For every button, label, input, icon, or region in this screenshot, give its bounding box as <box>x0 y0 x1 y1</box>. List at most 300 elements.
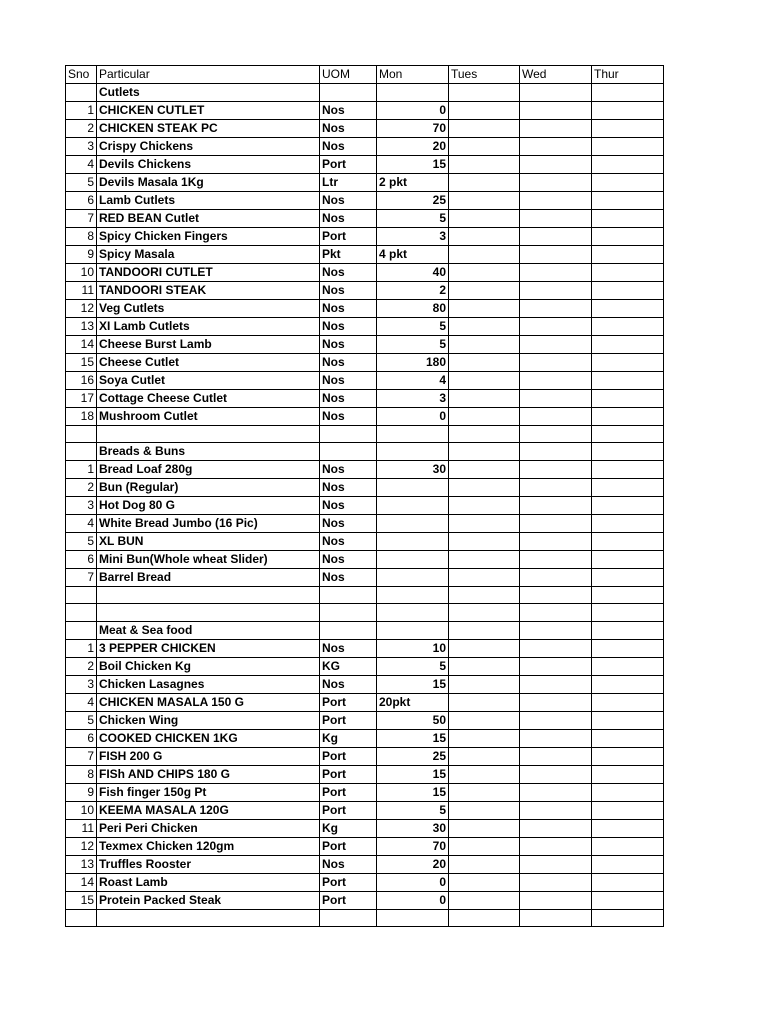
wed-cell <box>520 192 592 210</box>
tues-cell <box>449 210 520 228</box>
wed-cell <box>520 282 592 300</box>
sno-cell <box>66 443 97 461</box>
tues-cell <box>449 873 520 891</box>
sno-cell: 6 <box>66 729 97 747</box>
tues-cell <box>449 174 520 192</box>
uom-cell: Nos <box>320 264 377 282</box>
thur-cell <box>592 801 664 819</box>
table-row <box>66 479 664 497</box>
mon-cell: 3 <box>377 390 449 408</box>
table-row <box>66 533 664 551</box>
inventory-table <box>65 65 664 927</box>
particular-cell: COOKED CHICKEN 1KG <box>97 729 320 747</box>
thur-cell <box>592 729 664 747</box>
thur-cell <box>592 515 664 533</box>
sno-cell: 12 <box>66 300 97 318</box>
table-row <box>66 693 664 711</box>
sno-cell: 7 <box>66 210 97 228</box>
uom-cell: Nos <box>320 120 377 138</box>
uom-cell: Nos <box>320 639 377 657</box>
uom-cell <box>320 604 377 621</box>
mon-cell: 0 <box>377 873 449 891</box>
thur-cell <box>592 354 664 372</box>
mon-cell: 30 <box>377 461 449 479</box>
wed-cell <box>520 138 592 156</box>
particular-cell: Peri Peri Chicken <box>97 819 320 837</box>
uom-cell: Nos <box>320 318 377 336</box>
thur-cell <box>592 533 664 551</box>
table-row <box>66 515 664 533</box>
thur-cell <box>592 747 664 765</box>
mon-cell: 5 <box>377 336 449 354</box>
wed-cell <box>520 533 592 551</box>
sno-cell: 11 <box>66 819 97 837</box>
table-row <box>66 174 664 192</box>
particular-cell: Hot Dog 80 G <box>97 497 320 515</box>
sno-cell: 8 <box>66 765 97 783</box>
tues-cell <box>449 639 520 657</box>
uom-cell: Nos <box>320 855 377 873</box>
thur-cell <box>592 873 664 891</box>
tues-cell <box>449 533 520 551</box>
mon-cell: 5 <box>377 210 449 228</box>
particular-cell: Texmex Chicken 120gm <box>97 837 320 855</box>
wed-cell <box>520 587 592 604</box>
particular-cell: Chicken Lasagnes <box>97 675 320 693</box>
wed-cell <box>520 461 592 479</box>
tues-cell <box>449 891 520 909</box>
header-cell-uom: UOM <box>320 66 377 84</box>
particular-cell: Spicy Masala <box>97 246 320 264</box>
uom-cell <box>320 443 377 461</box>
particular-cell <box>97 587 320 604</box>
uom-cell: Nos <box>320 282 377 300</box>
particular-cell <box>97 604 320 621</box>
thur-cell <box>592 408 664 426</box>
tues-cell <box>449 783 520 801</box>
particular-cell: Spicy Chicken Fingers <box>97 228 320 246</box>
wed-cell <box>520 569 592 587</box>
header-cell-mon: Mon <box>377 66 449 84</box>
particular-cell: Protein Packed Steak <box>97 891 320 909</box>
mon-cell: 2 <box>377 282 449 300</box>
mon-cell <box>377 621 449 639</box>
mon-cell: 2 pkt <box>377 174 449 192</box>
particular-cell: Soya Cutlet <box>97 372 320 390</box>
sno-cell: 15 <box>66 891 97 909</box>
wed-cell <box>520 693 592 711</box>
wed-cell <box>520 443 592 461</box>
mon-cell: 0 <box>377 102 449 120</box>
thur-cell <box>592 837 664 855</box>
table-row <box>66 102 664 120</box>
tues-cell <box>449 604 520 621</box>
table-row <box>66 390 664 408</box>
tues-cell <box>449 551 520 569</box>
thur-cell <box>592 318 664 336</box>
table-row <box>66 246 664 264</box>
mon-cell: 3 <box>377 228 449 246</box>
mon-cell <box>377 604 449 621</box>
wed-cell <box>520 891 592 909</box>
particular-cell: Lamb Cutlets <box>97 192 320 210</box>
sno-cell: 14 <box>66 873 97 891</box>
sno-cell: 6 <box>66 551 97 569</box>
sno-cell: 2 <box>66 479 97 497</box>
tues-cell <box>449 837 520 855</box>
particular-cell: Fish finger 150g Pt <box>97 783 320 801</box>
tues-cell <box>449 729 520 747</box>
thur-cell <box>592 497 664 515</box>
particular-cell: Cheese Cutlet <box>97 354 320 372</box>
wed-cell <box>520 318 592 336</box>
table-row <box>66 336 664 354</box>
table-row <box>66 282 664 300</box>
mon-cell: 40 <box>377 264 449 282</box>
sno-cell <box>66 604 97 621</box>
thur-cell <box>592 604 664 621</box>
thur-cell <box>592 855 664 873</box>
uom-cell: Nos <box>320 515 377 533</box>
sno-cell: 9 <box>66 246 97 264</box>
uom-cell: Kg <box>320 729 377 747</box>
tues-cell <box>449 246 520 264</box>
uom-cell: Pkt <box>320 246 377 264</box>
particular-cell: FISH 200 G <box>97 747 320 765</box>
wed-cell <box>520 909 592 926</box>
uom-cell: Nos <box>320 300 377 318</box>
thur-cell <box>592 156 664 174</box>
thur-cell <box>592 120 664 138</box>
thur-cell <box>592 174 664 192</box>
uom-cell: Port <box>320 891 377 909</box>
tues-cell <box>449 675 520 693</box>
wed-cell <box>520 479 592 497</box>
uom-cell: Port <box>320 783 377 801</box>
particular-cell: Barrel Bread <box>97 569 320 587</box>
sno-cell: 6 <box>66 192 97 210</box>
tues-cell <box>449 192 520 210</box>
table-row <box>66 621 664 639</box>
tues-cell <box>449 657 520 675</box>
table-row <box>66 318 664 336</box>
wed-cell <box>520 408 592 426</box>
particular-cell: Bread Loaf 280g <box>97 461 320 479</box>
tues-cell <box>449 587 520 604</box>
uom-cell: Nos <box>320 497 377 515</box>
particular-cell: TANDOORI STEAK <box>97 282 320 300</box>
mon-cell <box>377 533 449 551</box>
uom-cell: Port <box>320 156 377 174</box>
uom-cell <box>320 909 377 926</box>
table-row <box>66 711 664 729</box>
mon-cell <box>377 515 449 533</box>
tues-cell <box>449 855 520 873</box>
sno-cell: 8 <box>66 228 97 246</box>
wed-cell <box>520 551 592 569</box>
tues-cell <box>449 156 520 174</box>
uom-cell <box>320 587 377 604</box>
thur-cell <box>592 675 664 693</box>
sno-cell: 3 <box>66 138 97 156</box>
table-row <box>66 909 664 926</box>
mon-cell: 25 <box>377 192 449 210</box>
particular-cell: Cutlets <box>97 84 320 102</box>
table-row <box>66 84 664 102</box>
wed-cell <box>520 390 592 408</box>
tues-cell <box>449 390 520 408</box>
table-row <box>66 765 664 783</box>
uom-cell: Nos <box>320 408 377 426</box>
thur-cell <box>592 138 664 156</box>
sno-cell: 10 <box>66 801 97 819</box>
tues-cell <box>449 264 520 282</box>
table-row <box>66 783 664 801</box>
tues-cell <box>449 909 520 926</box>
particular-cell: 3 PEPPER CHICKEN <box>97 639 320 657</box>
tues-cell <box>449 120 520 138</box>
tues-cell <box>449 497 520 515</box>
header-cell-thur: Thur <box>592 66 664 84</box>
sno-cell: 1 <box>66 639 97 657</box>
tues-cell <box>449 336 520 354</box>
mon-cell: 25 <box>377 747 449 765</box>
particular-cell: FISh AND CHIPS 180 G <box>97 765 320 783</box>
sno-cell: 2 <box>66 657 97 675</box>
uom-cell: Nos <box>320 372 377 390</box>
mon-cell <box>377 443 449 461</box>
tues-cell <box>449 765 520 783</box>
wed-cell <box>520 336 592 354</box>
particular-cell: Devils Chickens <box>97 156 320 174</box>
particular-cell: XL BUN <box>97 533 320 551</box>
thur-cell <box>592 246 664 264</box>
tues-cell <box>449 443 520 461</box>
mon-cell: 20pkt <box>377 693 449 711</box>
table-row <box>66 372 664 390</box>
table-row <box>66 819 664 837</box>
tues-cell <box>449 569 520 587</box>
wed-cell <box>520 837 592 855</box>
table-row <box>66 837 664 855</box>
table-row <box>66 729 664 747</box>
thur-cell <box>592 264 664 282</box>
mon-cell: 15 <box>377 675 449 693</box>
table-row <box>66 639 664 657</box>
sno-cell: 14 <box>66 336 97 354</box>
wed-cell <box>520 765 592 783</box>
tues-cell <box>449 426 520 443</box>
thur-cell <box>592 657 664 675</box>
mon-cell <box>377 909 449 926</box>
mon-cell: 0 <box>377 891 449 909</box>
mon-cell <box>377 551 449 569</box>
table-row <box>66 587 664 604</box>
mon-cell: 70 <box>377 837 449 855</box>
uom-cell: Nos <box>320 461 377 479</box>
thur-cell <box>592 909 664 926</box>
thur-cell <box>592 621 664 639</box>
thur-cell <box>592 372 664 390</box>
particular-cell <box>97 426 320 443</box>
sno-cell: 7 <box>66 747 97 765</box>
thur-cell <box>592 765 664 783</box>
sno-cell: 11 <box>66 282 97 300</box>
tues-cell <box>449 819 520 837</box>
uom-cell: Nos <box>320 479 377 497</box>
thur-cell <box>592 300 664 318</box>
sno-cell: 17 <box>66 390 97 408</box>
tues-cell <box>449 84 520 102</box>
wed-cell <box>520 515 592 533</box>
particular-cell: Meat & Sea food <box>97 621 320 639</box>
mon-cell <box>377 569 449 587</box>
mon-cell <box>377 497 449 515</box>
particular-cell: Mushroom Cutlet <box>97 408 320 426</box>
sno-cell: 3 <box>66 675 97 693</box>
wed-cell <box>520 729 592 747</box>
table-row <box>66 228 664 246</box>
table-row <box>66 443 664 461</box>
uom-cell <box>320 621 377 639</box>
sno-cell: 5 <box>66 711 97 729</box>
thur-cell <box>592 711 664 729</box>
thur-cell <box>592 390 664 408</box>
tues-cell <box>449 801 520 819</box>
thur-cell <box>592 443 664 461</box>
wed-cell <box>520 675 592 693</box>
tues-cell <box>449 693 520 711</box>
thur-cell <box>592 461 664 479</box>
tues-cell <box>449 282 520 300</box>
thur-cell <box>592 210 664 228</box>
particular-cell: Veg Cutlets <box>97 300 320 318</box>
uom-cell: Nos <box>320 102 377 120</box>
wed-cell <box>520 372 592 390</box>
header-cell-sno: Sno <box>66 66 97 84</box>
uom-cell: Nos <box>320 354 377 372</box>
wed-cell <box>520 873 592 891</box>
wed-cell <box>520 801 592 819</box>
mon-cell: 15 <box>377 729 449 747</box>
wed-cell <box>520 497 592 515</box>
uom-cell: Port <box>320 765 377 783</box>
thur-cell <box>592 282 664 300</box>
table-row <box>66 426 664 443</box>
mon-cell: 70 <box>377 120 449 138</box>
table-row <box>66 801 664 819</box>
table-row <box>66 120 664 138</box>
table-row <box>66 675 664 693</box>
uom-cell: Nos <box>320 569 377 587</box>
particular-cell: White Bread Jumbo (16 Pic) <box>97 515 320 533</box>
header-cell-particular: Particular <box>97 66 320 84</box>
particular-cell: Mini Bun(Whole wheat Slider) <box>97 551 320 569</box>
uom-cell: Nos <box>320 390 377 408</box>
table-row <box>66 891 664 909</box>
uom-cell: Port <box>320 837 377 855</box>
particular-cell: CHICKEN MASALA 150 G <box>97 693 320 711</box>
mon-cell: 15 <box>377 156 449 174</box>
mon-cell: 4 <box>377 372 449 390</box>
mon-cell <box>377 479 449 497</box>
sno-cell <box>66 909 97 926</box>
sno-cell: 12 <box>66 837 97 855</box>
tues-cell <box>449 138 520 156</box>
wed-cell <box>520 855 592 873</box>
thur-cell <box>592 819 664 837</box>
sno-cell: 1 <box>66 461 97 479</box>
uom-cell: Nos <box>320 533 377 551</box>
wed-cell <box>520 604 592 621</box>
mon-cell <box>377 587 449 604</box>
thur-cell <box>592 479 664 497</box>
thur-cell <box>592 569 664 587</box>
mon-cell: 4 pkt <box>377 246 449 264</box>
uom-cell: Port <box>320 711 377 729</box>
thur-cell <box>592 891 664 909</box>
particular-cell: KEEMA MASALA 120G <box>97 801 320 819</box>
uom-cell: Port <box>320 873 377 891</box>
uom-cell <box>320 426 377 443</box>
table-row <box>66 264 664 282</box>
sno-cell: 5 <box>66 174 97 192</box>
particular-cell: Cheese Burst Lamb <box>97 336 320 354</box>
table-body <box>66 66 664 927</box>
wed-cell <box>520 426 592 443</box>
wed-cell <box>520 120 592 138</box>
tues-cell <box>449 461 520 479</box>
mon-cell: 20 <box>377 138 449 156</box>
particular-cell: Roast Lamb <box>97 873 320 891</box>
wed-cell <box>520 639 592 657</box>
sno-cell: 3 <box>66 497 97 515</box>
particular-cell: Devils Masala 1Kg <box>97 174 320 192</box>
tues-cell <box>449 228 520 246</box>
particular-cell: Crispy Chickens <box>97 138 320 156</box>
uom-cell: Ltr <box>320 174 377 192</box>
sno-cell <box>66 621 97 639</box>
mon-cell: 180 <box>377 354 449 372</box>
sno-cell: 13 <box>66 318 97 336</box>
uom-cell: Nos <box>320 551 377 569</box>
tues-cell <box>449 300 520 318</box>
sno-cell: 1 <box>66 102 97 120</box>
sno-cell: 7 <box>66 569 97 587</box>
thur-cell <box>592 192 664 210</box>
tues-cell <box>449 354 520 372</box>
tues-cell <box>449 372 520 390</box>
thur-cell <box>592 693 664 711</box>
sno-cell <box>66 84 97 102</box>
header-cell-tues: Tues <box>449 66 520 84</box>
sno-cell: 5 <box>66 533 97 551</box>
mon-cell: 15 <box>377 783 449 801</box>
uom-cell: Kg <box>320 819 377 837</box>
wed-cell <box>520 264 592 282</box>
uom-cell: Nos <box>320 138 377 156</box>
sno-cell: 13 <box>66 855 97 873</box>
mon-cell: 10 <box>377 639 449 657</box>
uom-cell: Port <box>320 228 377 246</box>
table-row <box>66 138 664 156</box>
mon-cell: 50 <box>377 711 449 729</box>
table-row <box>66 551 664 569</box>
sno-cell: 4 <box>66 156 97 174</box>
table-row <box>66 210 664 228</box>
table-row <box>66 497 664 515</box>
wed-cell <box>520 657 592 675</box>
